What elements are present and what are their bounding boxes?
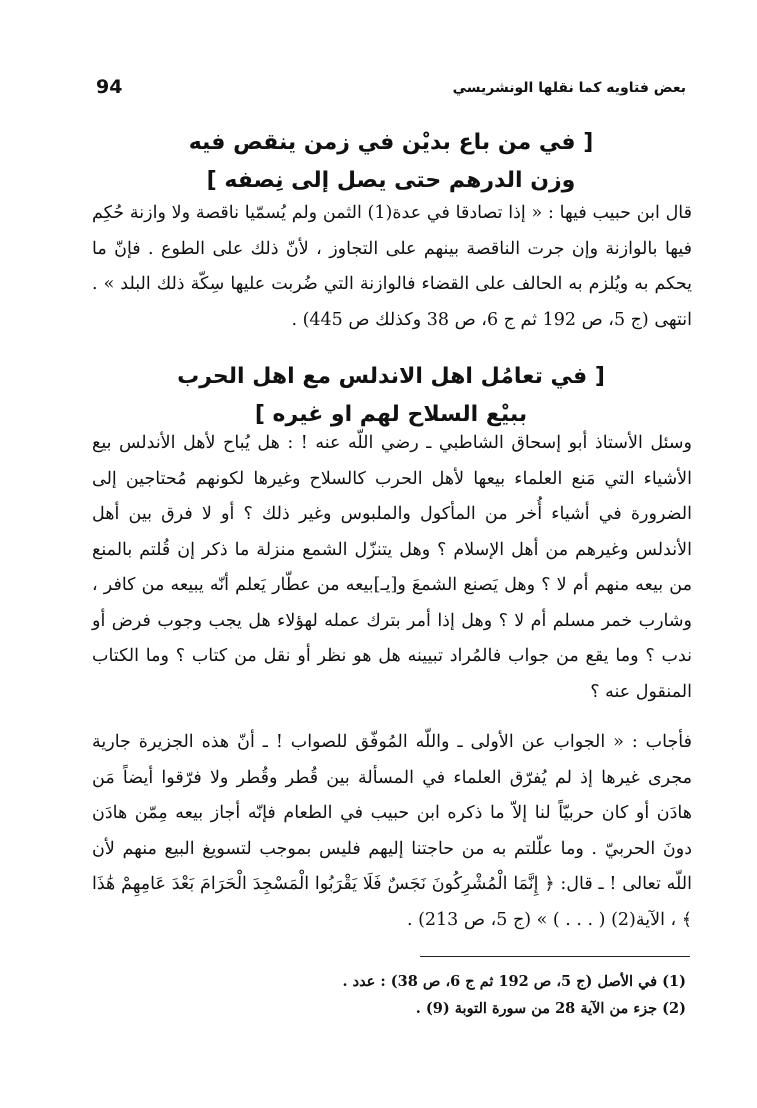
footnote-1: (1) في الأصل (ج 5، ص 192 ثم ج 6، ص 38) : عدد . <box>342 973 686 990</box>
section-heading-1-line-1: [ في من باع بديْن في زمن ينقص فيه <box>188 130 594 155</box>
answer-paragraph: فأجاب : « الجواب عن الأولى ـ واللّه المُوفّق للصواب ! ـ أنّ هذه الجزيرة جارية مجرى غيرها إذ لم يُفرّق العلماء في المسألة بين قُطر وقُطر ولا فرّقوا أيضاً مَن هادَن أو كان حربيّاً لنا إلاّ ما ذكره ابن حبيب في الطعام فإنّه أجاز بيعه مِمّن هادَن دونَ الحربيّ . وما علّلتم به من حاجتنا إليهم فليس بموجب لتسويغ البيع منهم لأن اللّه تعالى ! ـ قال: ﴿ إِنَّمَا الْمُشْرِكُونَ نَجَسٌ فَلَا يَقْرَبُوا الْمَسْجِدَ الْحَرَامَ بَعْدَ عَامِهِمْ هَٰذَا ﴾ ، الآية(2) ( . . . ) » (ج 5، ص 213) . <box>92 732 692 930</box>
question-paragraph: وسئل الأستاذ أبو إسحاق الشاطبي ـ رضي اللّه عنه ! : هل يُباح لأهل الأندلس بيع الأشياء التي مَنع العلماء بيعها لأهل الحرب كالسلاح وغيرها لكونهم مُحتاجين إلى الضرورة في أشياء أُخر من المأكول والملبوس وغير ذلك ؟ أو لا فرق بين أهل الأندلس وغيرهم من أهل الإسلام ؟ وهل يتنزّل الشمع منزلة ما ذكر إن قُلتم بالمنع من بيعه منهم أم لا ؟ وهل يَصنع الشمعَ و[يـ]بيعه من عطّار يَعلم أنّه يبيعه من كافر ، وشارب خمر مسلم أم لا ؟ وهل إذا أمر بترك عمله لهؤلاء هل يجب وجوب فرض أو ندب ؟ وما يقع من جواب فالمُراد تبيينه هل هو نظر أو نقل من كتاب ؟ وما الكتاب المنقول عنه ؟ <box>92 433 692 702</box>
section-heading-2 <box>96 358 686 434</box>
section-heading-2-line-2: ببيْع السلاح لهم او غيره ] <box>254 402 528 427</box>
page-number: 94 <box>96 76 123 98</box>
section-2-answer <box>92 725 692 938</box>
section-2-question <box>92 426 692 710</box>
footnote-divider <box>420 956 690 957</box>
section-heading-1 <box>96 124 686 200</box>
section-heading-1-line-2: وزن الدرهم حتى يصل إلى نِصفه ] <box>206 168 576 193</box>
running-title: بعض فتاويه كما نقلها الونشريسي <box>452 80 686 96</box>
section-1-paragraph: قال ابن حبيب فيها : « إذا تصادقا في عدة(1) الثمن ولم يُسمّيا ناقصة ولا وازنة حُكِم فيها بالوازنة وإن جرت الناقصة بينهم على التجاوز ، لأنّ ذلك على الطوع . فإنّ ما يحكم به ويُلزم به الحالف على القضاء فالوازنة التي ضُربت عليها سِكّة ذلك البلد » . انتهى (ج 5، ص 192 ثم ج 6، ص 38 وكذلك ص 445) . <box>92 203 692 330</box>
section-heading-2-line-1: [ في تعامُل اهل الاندلس مع اهل الحرب <box>177 364 605 389</box>
footnote-2: (2) جزء من الآية 28 من سورة التوبة (9) . <box>415 1000 686 1017</box>
section-1-body <box>92 196 692 338</box>
page-header <box>96 76 686 104</box>
footnotes <box>96 968 686 1022</box>
